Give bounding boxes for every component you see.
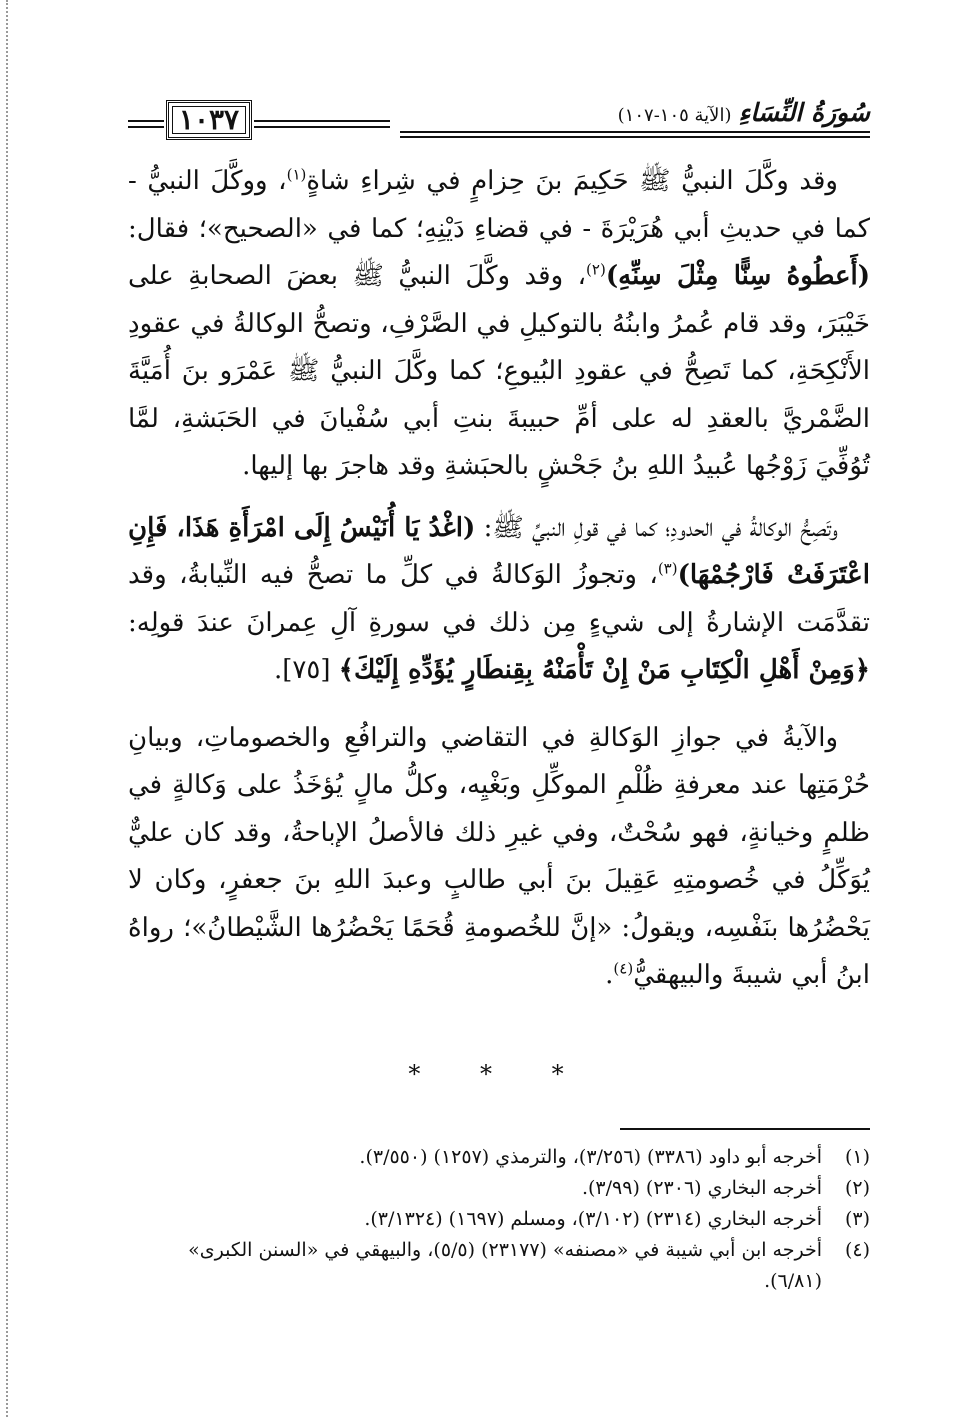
- page-edge-border: [6, 0, 8, 1417]
- footnote-text: أخرجه البخاري (٢٣١٤) (٣/١٠٢)، ومسلم (١٦٩٧) (٣/١٣٢٤).: [364, 1208, 822, 1230]
- footnote-ref: (٤): [613, 959, 634, 978]
- text-run: وقد وكَّلَ النبيُّ ﷺ حَكِيمَ بنَ حِزامٍ في شِراءِ شاةٍ: [306, 166, 838, 196]
- page-number-frame: [128, 98, 390, 144]
- text-run: ، وقد وكَّلَ النبيُّ ﷺ بعضَ الصحابةِ على خَيْبَرَ، وقد قام عُمرُ وابنُهُ بالتوكيلِ في الصَّرْفِ، وتصحُّ الوكالةُ في عقودِ الأَنْكِحَةِ، كما تَصِحُّ في عقودِ البُيوعِ؛ كما وكَّلَ النبيُّ ﷺ عَمْرَو بنَ أُمَيَّةَ الضَّمْريَّ بالعقدِ له على أمِّ حبيبةَ بنتِ أبي سُفْيانَ في الحَبَشةِ، لمَّا تُوُفِّيَ زَوْجُها عُبيدُ اللهِ بنُ جَحْشٍ بالحبَشةِ وقد هاجرَ بها إليها.: [128, 261, 871, 481]
- footnotes: [128, 1142, 870, 1297]
- section-separator: * * *: [408, 1060, 590, 1088]
- hadith-quote: (اغْدُ يَا أُنَيْسُ إِلَى امْرَأَةِ هَذَا، فَإِنِ اعْتَرَفَتْ فَارْجُمْهَا): [128, 512, 870, 590]
- page-number: ١٠٣٧: [166, 100, 252, 140]
- hadith-quote: (أَعطُوهُ سِنًّا مِثْلَ سِنِّهِ): [605, 261, 870, 291]
- text-run: ، ووكَّلَ النبيُّ - كما في حديثِ أبي هُرَيْرَةَ - في قضاءِ دَيْنِهِ؛ كما في «الصحيح»؛ فقال:: [128, 166, 870, 244]
- running-title: [618, 98, 870, 131]
- footnote-number: (٢): [844, 1177, 870, 1199]
- page-number-rule: [254, 120, 390, 122]
- footnote: [128, 1204, 870, 1235]
- footnote-number: (٤): [844, 1239, 870, 1261]
- header-rule: [400, 136, 870, 138]
- text-run: وتَصِحُّ الوكالةُ في الحدودِ؛ كما في قولِ النبيِّ ﷺ:: [475, 512, 838, 543]
- footnote-ref: (٢): [586, 260, 606, 279]
- footnote-ref: (١): [286, 165, 307, 184]
- paragraph-2: [128, 505, 870, 695]
- footnote: [128, 1235, 870, 1297]
- header-rule: [400, 131, 870, 133]
- footnote-text: أخرجه أبو داود (٣٣٨٦) (٣/٢٥٦)، والترمذي (١٢٥٧) (٣/٥٥٠).: [359, 1146, 822, 1168]
- text-run: ، وتجوزُ الوَكالةُ في كلِّ ما تصحُّ فيه النِّيابةُ، وقد تقدَّمَت الإشارةُ إلى شيءٍ مِن ذلك في سورةِ آلِ عِمرانَ عندَ قولِه:: [128, 560, 870, 638]
- footnote-ref: (٣): [657, 559, 678, 578]
- text-run: .: [605, 960, 614, 990]
- verse-range: (الآية ١٠٥-١٠٧): [617, 105, 732, 126]
- footnote-text: أخرجه ابن أبي شيبة في «مصنفه» (٢٣١٧٧) (٥/٥)، والبيهقي في «السنن الكبرى» (٦/٨١).: [188, 1239, 822, 1292]
- footnote-rule: [620, 1128, 870, 1130]
- quran-quote: ﴿وَمِنْ أَهْلِ الْكِتَابِ مَنْ إِنْ تَأْمَنْهُ بِقِنطَارٍ يُؤَدِّهِ إِلَيْكَ﴾: [338, 655, 870, 685]
- paragraph-1: [128, 158, 870, 491]
- text-run: [٧٥].: [273, 655, 339, 685]
- running-header: [400, 98, 870, 144]
- footnote-number: (١): [844, 1146, 870, 1168]
- footnote: [128, 1173, 870, 1204]
- page-header: [128, 98, 870, 144]
- footnote-text: أخرجه البخاري (٢٣٠٦) (٣/٩٩).: [581, 1177, 822, 1199]
- text-run: والآيةُ في جوازِ الوَكالةِ في التقاضي والترافُعِ والخصوماتِ، وبيانِ حُرْمَتِها عند معرفةِ ظُلْمِ الموكِّلِ وبَغْيِه، وكلُّ مالٍ يُؤخَذُ على وَكالةٍ في ظلمٍ وخيانةٍ، فهو سُحْتٌ، وفي غيرِ ذلك فالأصلُ الإباحةُ، وقد كان عليٌّ يُوَكِّلُ في خُصومتِهِ عَقِيلَ بنَ أبي طالبٍ وعبدَ اللهِ بنَ جعفرٍ، وكان لا يَحْضُرُها بنَفْسِه، ويقولُ: «إنَّ للخُصومةِ قُحَمًا يَحْضُرُها الشَّيْطانُ»؛ رواهُ ابنُ أبي شيبةَ والبيهقيُّ: [128, 722, 870, 990]
- page-number-rule: [128, 126, 164, 128]
- page-number-rule: [128, 120, 164, 122]
- footnote-number: (٣): [844, 1208, 870, 1230]
- surah-title: سُورَةُ النِّسَاءِ: [738, 98, 870, 127]
- footnote: [128, 1142, 870, 1173]
- page-number-rule: [254, 126, 390, 128]
- main-text: [128, 158, 870, 1000]
- paragraph-3: [128, 715, 870, 1000]
